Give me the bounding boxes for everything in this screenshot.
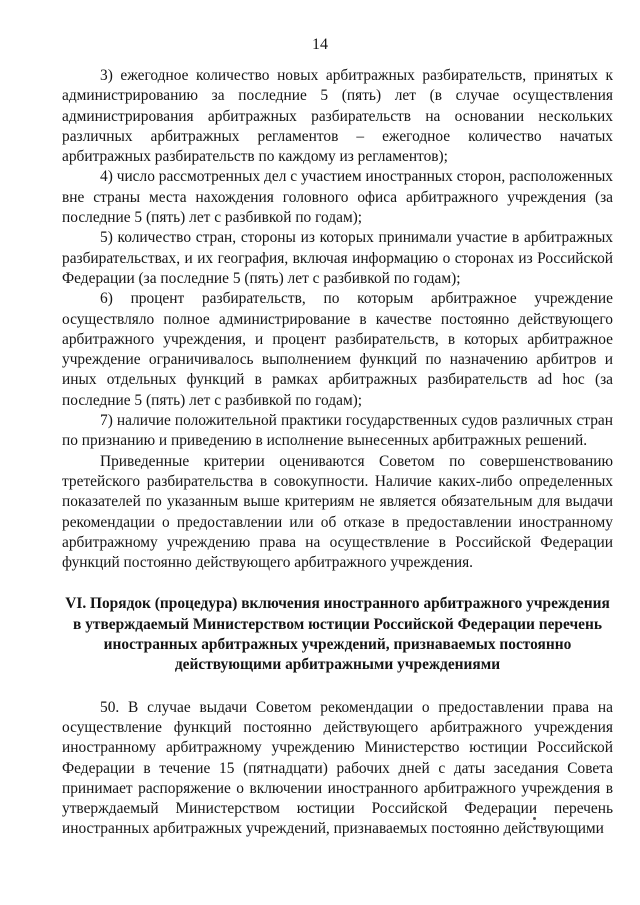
section-heading-line-1: VI. Порядок (процедура) включения иностранного арбитражного учреждения [65,595,610,613]
paragraph-50: 50. В случае выдачи Советом рекомендации о предоставлении права на осуществление функций постоянно действующего арбитражного учреждения иностранному арбитражному учреждению Министерство юстиции Российской Федерации в течение 15 (пятнадцати) рабочих дней с даты заседания Совета принимает распоряжение о включении иностранного арбитражного учреждения в утверждаемый Министерством юстиции Российской Федерации перечень иностранных арбитражных учреждений, признаваемых постоянно действующими [62,698,613,838]
document-body [62,66,613,840]
section-heading-line-2: в утверждаемый Министерством юстиции Российской Федерации перечень [73,615,602,633]
section-heading-line-4: действующими арбитражными учреждениями [174,656,501,674]
criteria-paragraph: Приведенные критерии оцениваются Советом по совершенствованию третейского разбирательства в совокупности. Наличие каких-либо определенных показателей по указанным выше критериям не является обязательным для выдачи рекомендации о предоставлении или об отказе в предоставлении иностранному арбитражному учреждению права на осуществление в Российской Федерации функций постоянно действующего арбитражного учреждения. [62,452,613,572]
section-heading [62,594,613,675]
list-item-7: 7) наличие положительной практики государственных судов различных стран по признанию и приведению в исполнение вынесенных арбитражных решений. [62,412,613,450]
scan-speck [533,817,536,820]
list-item-3: 3) ежегодное количество новых арбитражных разбирательств, принятых к администрированию за последние 5 (пять) лет (в случае осуществления администрирования арбитражных разбирательств на основании нескольких различных арбитражных регламентов – ежегодное количество начатых арбитражных разбирательств по каждому из регламентов); [62,67,613,166]
list-item-6: 6) процент разбирательств, по которым арбитражное учреждение осуществляло полное администрирование в качестве постоянно действующего арбитражного учреждения, и процент разбирательств, в которых арбитражное учреждение ограничивалось выполнением функций по назначению арбитров и иных отдельных функций в рамках арбитражных разбирательств ad hoc (за последние 5 (пять) лет с разбивкой по годам); [62,290,613,409]
page-number: 14 [312,36,328,53]
list-item-4: 4) число рассмотренных дел с участием иностранных сторон, расположенных вне страны места нахождения головного офиса арбитражного учреждения (за последние 5 (пять) лет с разбивкой по годам); [62,168,613,227]
list-item-5: 5) количество стран, стороны из которых принимали участие в арбитражных разбирательствах, и их география, включая информацию о сторонах из Российской Федерации (за последние 5 (пять) лет с разбивкой по годам); [62,229,613,287]
section-heading-line-3: иностранных арбитражных учреждений, признаваемых постоянно [103,636,572,654]
